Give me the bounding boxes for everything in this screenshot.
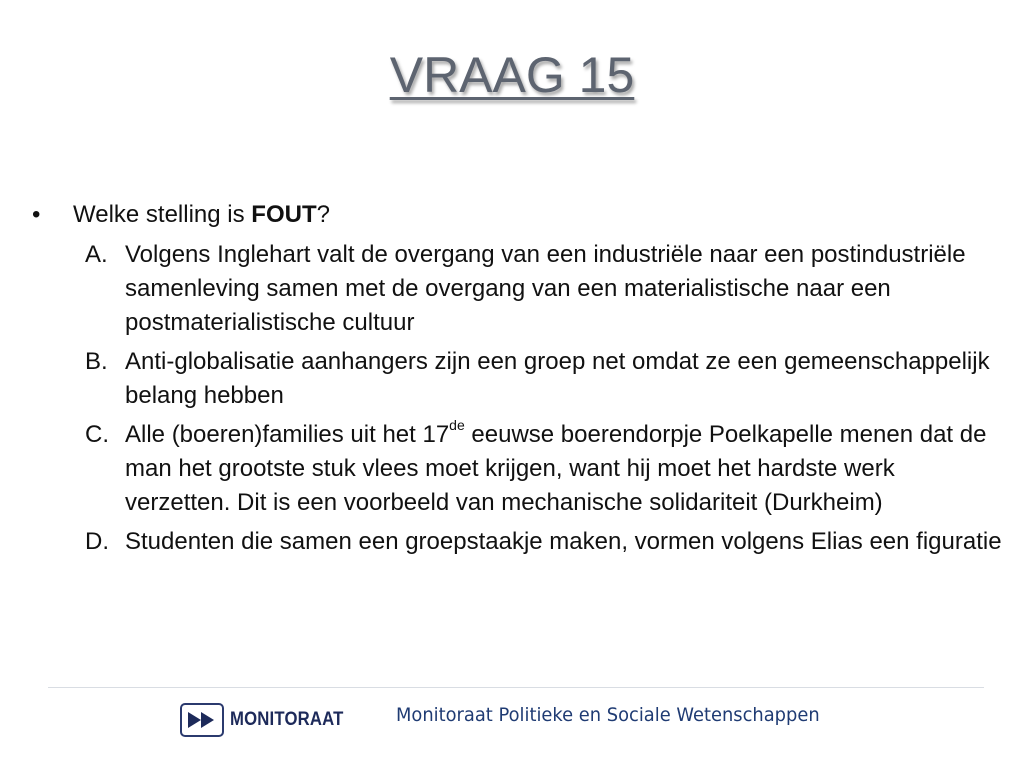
option-text-start: Alle (boeren)families uit het 17 bbox=[125, 421, 450, 448]
option-text: Volgens Inglehart valt de overgang van een industriële naar een postindustriële samenleving samen met de overgang van een materialistische naar een postmaterialistische cultuur bbox=[125, 241, 966, 336]
option-b bbox=[30, 345, 1005, 413]
footer-divider bbox=[48, 687, 984, 688]
option-a bbox=[30, 238, 1005, 340]
question-suffix: ? bbox=[316, 201, 330, 228]
option-d bbox=[30, 525, 1005, 559]
ordinal-superscript: de bbox=[449, 417, 465, 433]
fast-forward-glyph bbox=[186, 710, 218, 730]
bullet-icon: • bbox=[32, 201, 41, 228]
question bbox=[30, 198, 1005, 232]
option-text-end: eeuwse boerendorpje Poelkapelle menen dat de man het grootste stuk vlees moet krijgen, want hij moet het hardste werk verzetten. Dit is een voorbeeld van mechanische solidariteit (Durkheim) bbox=[125, 421, 987, 516]
fast-forward-icon bbox=[180, 703, 224, 737]
option-letter: C. bbox=[85, 421, 109, 448]
option-c bbox=[30, 418, 1005, 520]
option-letter: B. bbox=[85, 348, 108, 375]
footer-organization: Monitoraat Politieke en Sociale Wetenschappen bbox=[396, 704, 820, 726]
question-prefix: Welke stelling is bbox=[73, 201, 252, 228]
logo-text: MONITORAAT bbox=[230, 709, 344, 730]
option-text: Anti-globalisatie aanhangers zijn een groep net omdat ze een gemeenschappelijk belang hebben bbox=[125, 348, 990, 409]
slide-body bbox=[30, 198, 1005, 564]
slide-title: VRAAG 15 bbox=[389, 47, 635, 103]
option-letter: D. bbox=[85, 528, 109, 555]
question-emphasis: FOUT bbox=[251, 201, 317, 228]
monitoraat-logo bbox=[180, 700, 359, 740]
option-letter: A. bbox=[85, 241, 108, 268]
option-text: Studenten die samen een groepstaakje maken, vormen volgens Elias een figuratie bbox=[125, 528, 1002, 555]
answer-options bbox=[30, 238, 1005, 559]
